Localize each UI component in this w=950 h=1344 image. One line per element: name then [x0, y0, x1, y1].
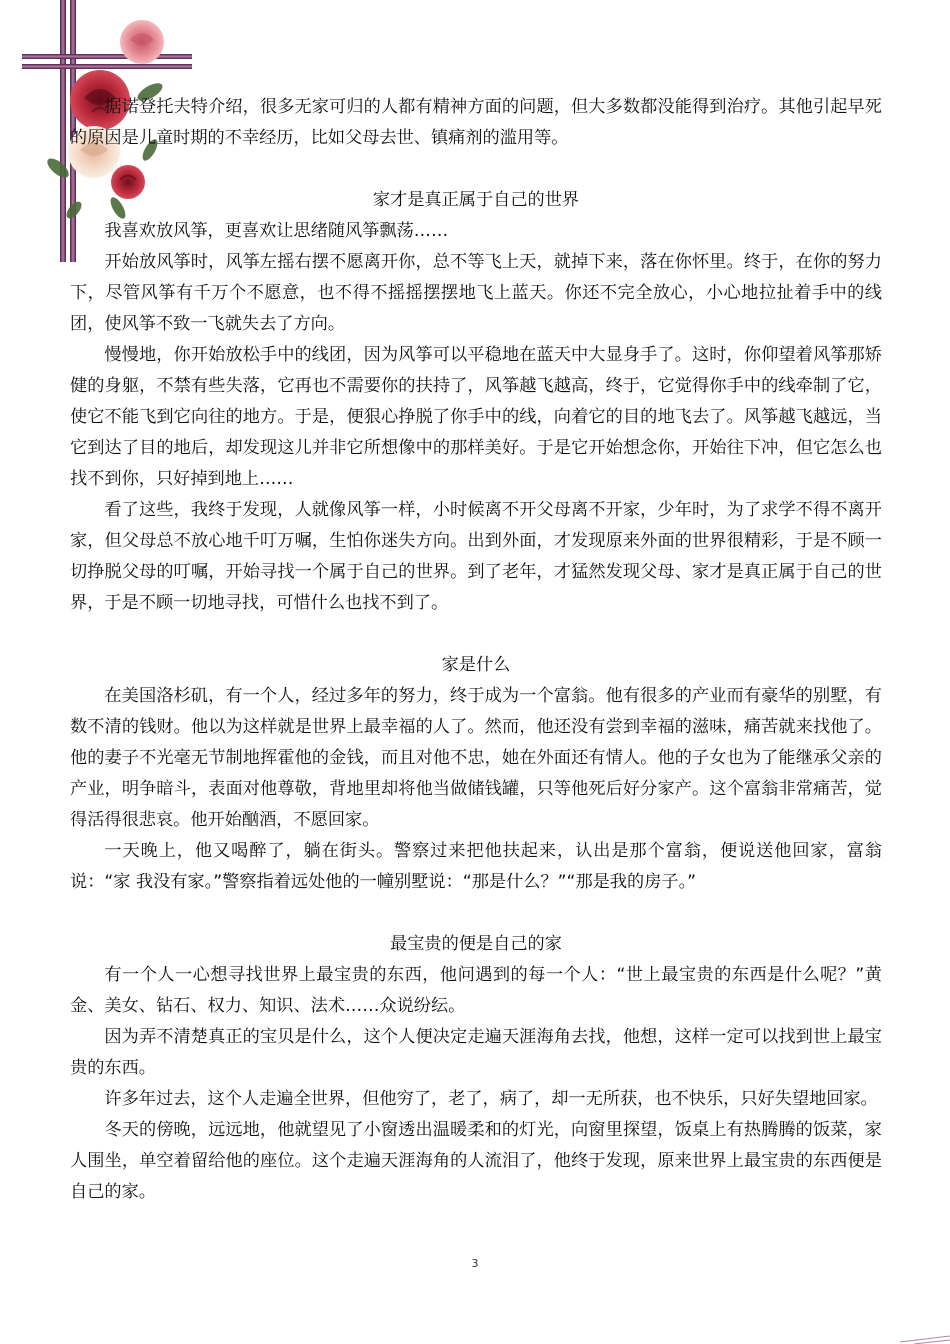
section-title: 家才是真正属于自己的世界 — [372, 190, 580, 210]
paragraph: 许多年过去，这个人走遍全世界，但他穷了，老了，病了，却一无所获，也不快乐，只好失望地回家。 — [104, 1089, 878, 1109]
section-gap — [70, 898, 882, 929]
paragraph: 有一个人一心想寻找世界上最宝贵的东西，他问遇到的每一个人：“世上最宝贵的东西是什么呢？”黄金、美女、钻石、权力、知识、法术……众说纷纭。 — [70, 965, 882, 1016]
section-title: 最宝贵的便是自己的家 — [390, 934, 562, 954]
paragraph: 因为弄不清楚真正的宝贝是什么，这个人便决定走遍天涯海角去找，他想，这样一定可以找到世上最宝贵的东西。 — [70, 1027, 882, 1078]
paragraph: 在美国洛杉矶，有一个人，经过多年的努力，终于成为一个富翁。他有很多的产业而有豪华的别墅，有数不清的钱财。他以为这样就是世界上最幸福的人了。然而，他还没有尝到幸福的滋味，痛苦就来找他了。他的妻子不光毫无节制地挥霍他的金钱，而且对他不忠，她在外面还有情人。他的子女也为了能继承父亲的产业，明争暗斗，表面对他尊敬，背地里却将他当做储钱罐，只等他死后好分家产。这个富翁非常痛苦，觉得活得很悲哀。他开始酗酒，不愿回家。 — [70, 686, 882, 830]
section-title: 家是什么 — [441, 655, 511, 675]
paragraph: 我喜欢放风筝，更喜欢让思绪随风筝飘荡…… — [104, 221, 449, 241]
intro-paragraph: 据诺登托夫特介绍，很多无家可归的人都有精神方面的问题，但大多数都没能得到治疗。其他引起早死的原因是儿童时期的不幸经历，比如父母去世、镇痛剂的滥用等。 — [70, 97, 882, 148]
document-body — [70, 92, 882, 1208]
pink-rose-icon — [120, 20, 164, 64]
cross-bar-vertical-1 — [60, 0, 66, 262]
paragraph: 看了这些，我终于发现，人就像风筝一样，小时候离不开父母离不开家，少年时，为了求学不得不离开家，但父母总不放心地千叮万嘱，生怕你迷失方向。出到外面，才发现原来外面的世界很精彩，于是不顾一切挣脱父母的叮嘱，开始寻找一个属于自己的世界。到了老年，才猛然发现父母、家才是真正属于自己的世界，于是不顾一切地寻找，可惜什么也找不到了。 — [70, 500, 882, 613]
paragraph: 一天晚上，他又喝醉了，躺在街头。警察过来把他扶起来，认出是那个富翁，便说送他回家，富翁说：“家 我没有家。”警察指着远处他的一幢别墅说：“那是什么？”“那是我的房子。” — [70, 841, 882, 892]
paragraph: 冬天的傍晚，远远地，他就望见了小窗透出温暖柔和的灯光，向窗里探望，饭桌上有热腾腾的饭菜，家人围坐，单空着留给他的座位。这个走遍天涯海角的人流泪了，他终于发现，原来世界上最宝贵的东西便是自己的家。 — [70, 1120, 882, 1202]
paragraph: 慢慢地，你开始放松手中的线团，因为风筝可以平稳地在蓝天中大显身手了。这时，你仰望着风筝那矫健的身躯，不禁有些失落，它再也不需要你的扶持了，风筝越飞越高，终于，它觉得你手中的线牵制了它，使它不能飞到它向往的地方。于是，便狠心挣脱了你手中的线，向着它的目的地飞去了。风筝越飞越远，当它到达了目的地后，却发现这儿并非它所想像中的那样美好。于是它开始想念你，开始往下冲，但它怎么也找不到你，只好掉到地上…… — [70, 345, 882, 489]
paragraph: 开始放风筝时，风筝左摇右摆不愿离开你，总不等飞上天，就掉下来，落在你怀里。终于，在你的努力下，尽管风筝有千万个不愿意，也不得不摇摇摆摆地飞上蓝天。你还不完全放心，小心地拉扯着手中的线团，使风筝不致一飞就失去了方向。 — [70, 252, 882, 334]
cross-bar-horizontal-1 — [22, 54, 192, 59]
corner-line-ornament — [890, 1324, 950, 1344]
cross-bar-horizontal-2 — [22, 64, 192, 69]
section-gap — [70, 154, 882, 185]
section-gap — [70, 619, 882, 650]
page-number: 3 — [471, 1257, 479, 1270]
